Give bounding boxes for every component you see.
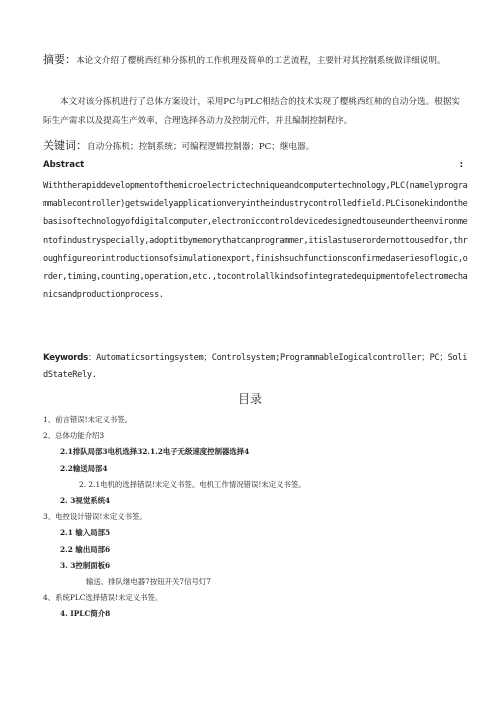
abstract-cn xyxy=(43,50,463,71)
abstract-en-text: Withtherapiddevelopmentofthemicroelectrictechniqueandcomputertechnology,PLC(namelyprogrammablecontroller)getswidelyapplicationveryintheindustrycontrolledfield.PLCisonekindonthebasisoftechnologyofdigitalcomputer,electroniccontroldevicedesignedtouseundertheenvironmentofindustryspecially,adoptitbymemorythatcanprogrammer,itislastuserordernottousedfor,throughfigureorintroductionsofsimulationexport,finishsuchfunctionsconfirmedaseriesoflogic,order,timing,counting,operation,etc.,tocontrolallkindsofintegratedequipmentofelectromechanicsandproductionprocess. xyxy=(43,181,468,301)
keywords-en-text: ：Automaticsortingsystem；Controlsystem;ProgrammableIogicalcontroller；PC；SolidStateRely. xyxy=(43,353,468,380)
toc-entry[interactable]: 2.1 输入局部5 xyxy=(60,528,111,538)
keywords-en xyxy=(43,350,468,384)
toc-entry[interactable]: 2.2 输出局部6 xyxy=(60,544,111,554)
toc-entry[interactable]: 2、总体功能介绍3 xyxy=(43,431,105,441)
keywords-cn-label: 关键词： xyxy=(43,139,87,152)
table-of-contents xyxy=(43,412,473,622)
keywords-cn xyxy=(43,136,463,157)
toc-entry[interactable]: 2.1排队局部3电机选择32.1.2电子无级速度控制器选择4 xyxy=(60,447,250,457)
abstract-cn-label: 摘要： xyxy=(43,53,76,66)
toc-title: 目录 xyxy=(237,392,262,406)
toc-entry[interactable]: 输送、排队继电器7按钮开关7信号灯7 xyxy=(86,576,211,586)
abstract-cn-text: 本论文介绍了樱桃西红柿分拣机的工作机理及简单的工艺流程，主要针对其控制系统做详细说明。 xyxy=(76,56,446,66)
toc-entry[interactable]: 2.2输送局部4 xyxy=(60,463,108,473)
abstract-en-heading xyxy=(43,160,463,170)
toc-entry[interactable]: 2. 3视觉系统4 xyxy=(60,495,111,505)
toc-entry[interactable]: 4、系统PLC选择错误!未定义书签。 xyxy=(43,593,163,603)
toc-entry[interactable]: 1、前言错误!未定义书签。 xyxy=(43,415,132,424)
toc-entry[interactable]: 2. 2.1电机的选择错误!未定义书签。电机工作情况错误!未定义书签。 xyxy=(79,479,306,489)
toc-entry[interactable]: 3、电控设计错误!未定义书签。 xyxy=(43,512,147,522)
keywords-cn-text: 自动分拣机；控制系统；可编程逻辑控制器；PC；继电器。 xyxy=(87,142,315,152)
abstract-en-colon: : xyxy=(459,160,463,170)
abstract-en-label: Abstract xyxy=(43,160,85,170)
keywords-en-label: Keywords xyxy=(43,353,88,363)
toc-entry[interactable]: 4. IPLC简介8 xyxy=(60,609,111,619)
abstract-cn-paragraph-2: 本文对该分拣机进行了总体方案设计，采用PC与PLC相结合的技术实现了樱桃西红柿的自动分选。根据实际生产需求以及提高生产效率，合理选择各动力及控制元件，并且编制控制程序。 xyxy=(43,97,460,126)
toc-entry[interactable]: 3. 3控制面板6 xyxy=(60,560,111,570)
